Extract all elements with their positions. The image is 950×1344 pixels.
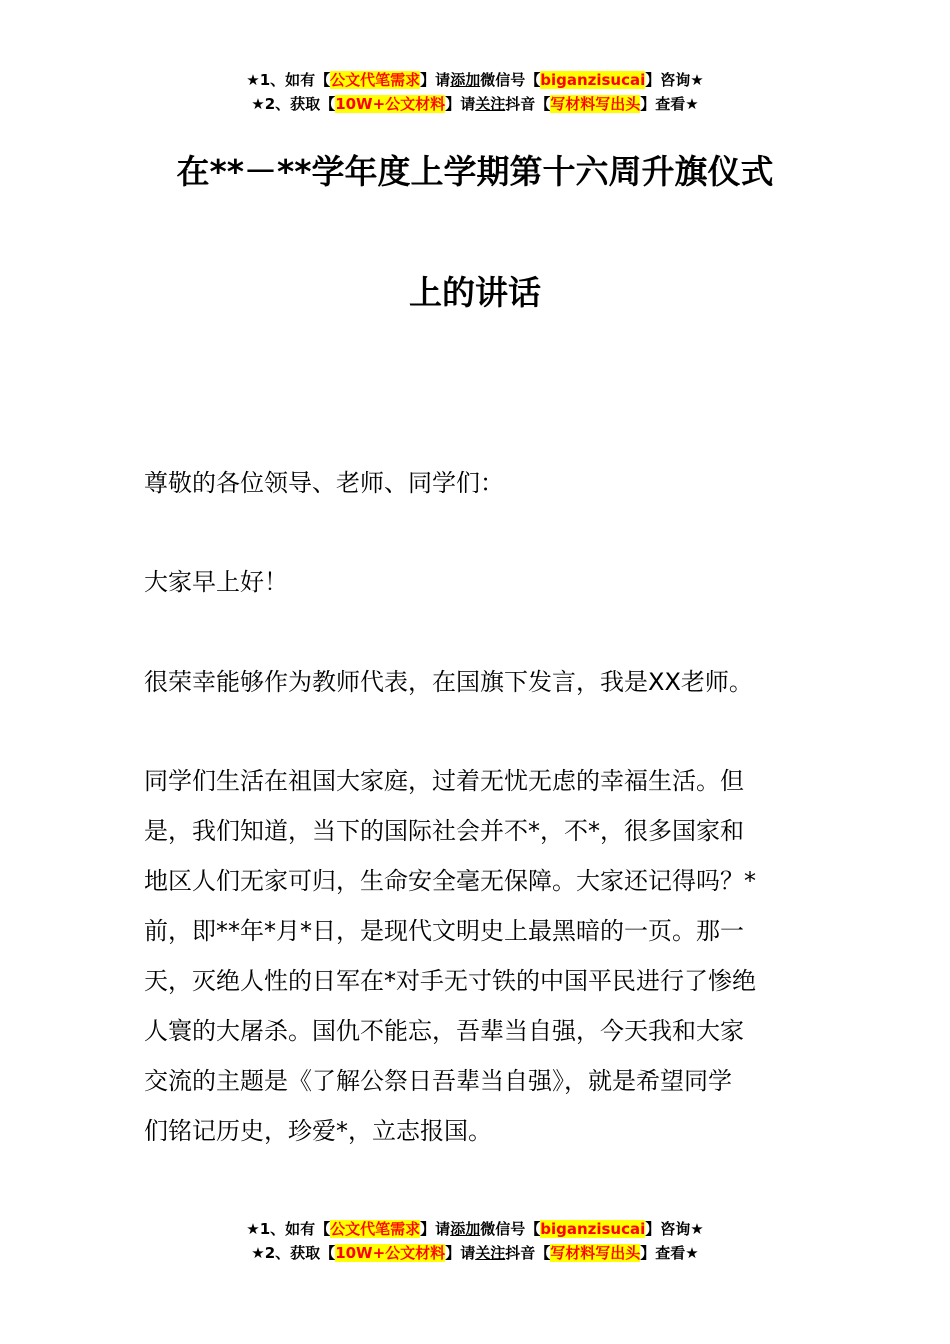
wechat-id: biganzisucai <box>540 71 646 89</box>
paragraph-line: 们铭记历史，珍爱*，立志报国。 <box>144 1117 492 1145</box>
salutation-paragraph: 尊敬的各位领导、老师、同学们： <box>144 469 504 497</box>
promo-highlight: 公文代笔需求 <box>330 71 421 89</box>
star-icon: ★ <box>251 1244 265 1262</box>
greeting-paragraph: 大家早上好！ <box>144 568 288 596</box>
star-icon: ★ <box>251 95 265 113</box>
paragraph-line: 地区人们无家可归，生命安全毫无保障。大家还记得吗？* <box>144 867 756 895</box>
document-title-line-2: 上的讲话 <box>409 273 541 312</box>
footer-promo-banner <box>0 1217 950 1265</box>
wechat-id: biganzisucai <box>540 1220 646 1238</box>
promo-highlight: 公文代笔需求 <box>330 1220 421 1238</box>
promo-highlight: 10W+公文材料 <box>335 1244 446 1262</box>
douyin-account: 写材料写出头 <box>550 95 641 113</box>
document-title-line-1: 在**－**学年度上学期第十六周升旗仪式 <box>176 152 774 191</box>
intro-paragraph: 很荣幸能够作为教师代表，在国旗下发言，我是XX老师。 <box>144 668 753 696</box>
paragraph-line: 是，我们知道，当下的国际社会并不*，不*，很多国家和 <box>144 817 744 845</box>
promo-line-2: ★2、获取【10W+公文材料】请关注抖音【写材料写出头】查看★ <box>251 1244 699 1262</box>
douyin-account: 写材料写出头 <box>550 1244 641 1262</box>
paragraph-line: 天，灭绝人性的日军在*对手无寸铁的中国平民进行了惨绝 <box>144 967 756 995</box>
paragraph-line: 同学们生活在祖国大家庭，过着无忧无虑的幸福生活。但 <box>144 767 744 795</box>
paragraph-line: 交流的主题是《了解公祭日吾辈当自强》，就是希望同学 <box>144 1067 732 1095</box>
promo-line-1: ★1、如有【公文代笔需求】请添加微信号【biganzisucai】咨询★ <box>246 1220 704 1238</box>
promo-highlight: 10W+公文材料 <box>335 95 446 113</box>
star-icon: ★ <box>246 71 260 89</box>
star-icon: ★ <box>246 1220 260 1238</box>
promo-line-1: ★1、如有【公文代笔需求】请添加微信号【biganzisucai】咨询★ <box>246 71 704 89</box>
paragraph-line: 前，即**年*月*日，是现代文明史上最黑暗的一页。那一 <box>144 917 744 945</box>
header-promo-banner <box>0 68 950 116</box>
promo-line-2: ★2、获取【10W+公文材料】请关注抖音【写材料写出头】查看★ <box>251 95 699 113</box>
main-paragraph <box>144 756 809 1156</box>
paragraph-line: 人寰的大屠杀。国仇不能忘，吾辈当自强，今天我和大家 <box>144 1017 744 1045</box>
